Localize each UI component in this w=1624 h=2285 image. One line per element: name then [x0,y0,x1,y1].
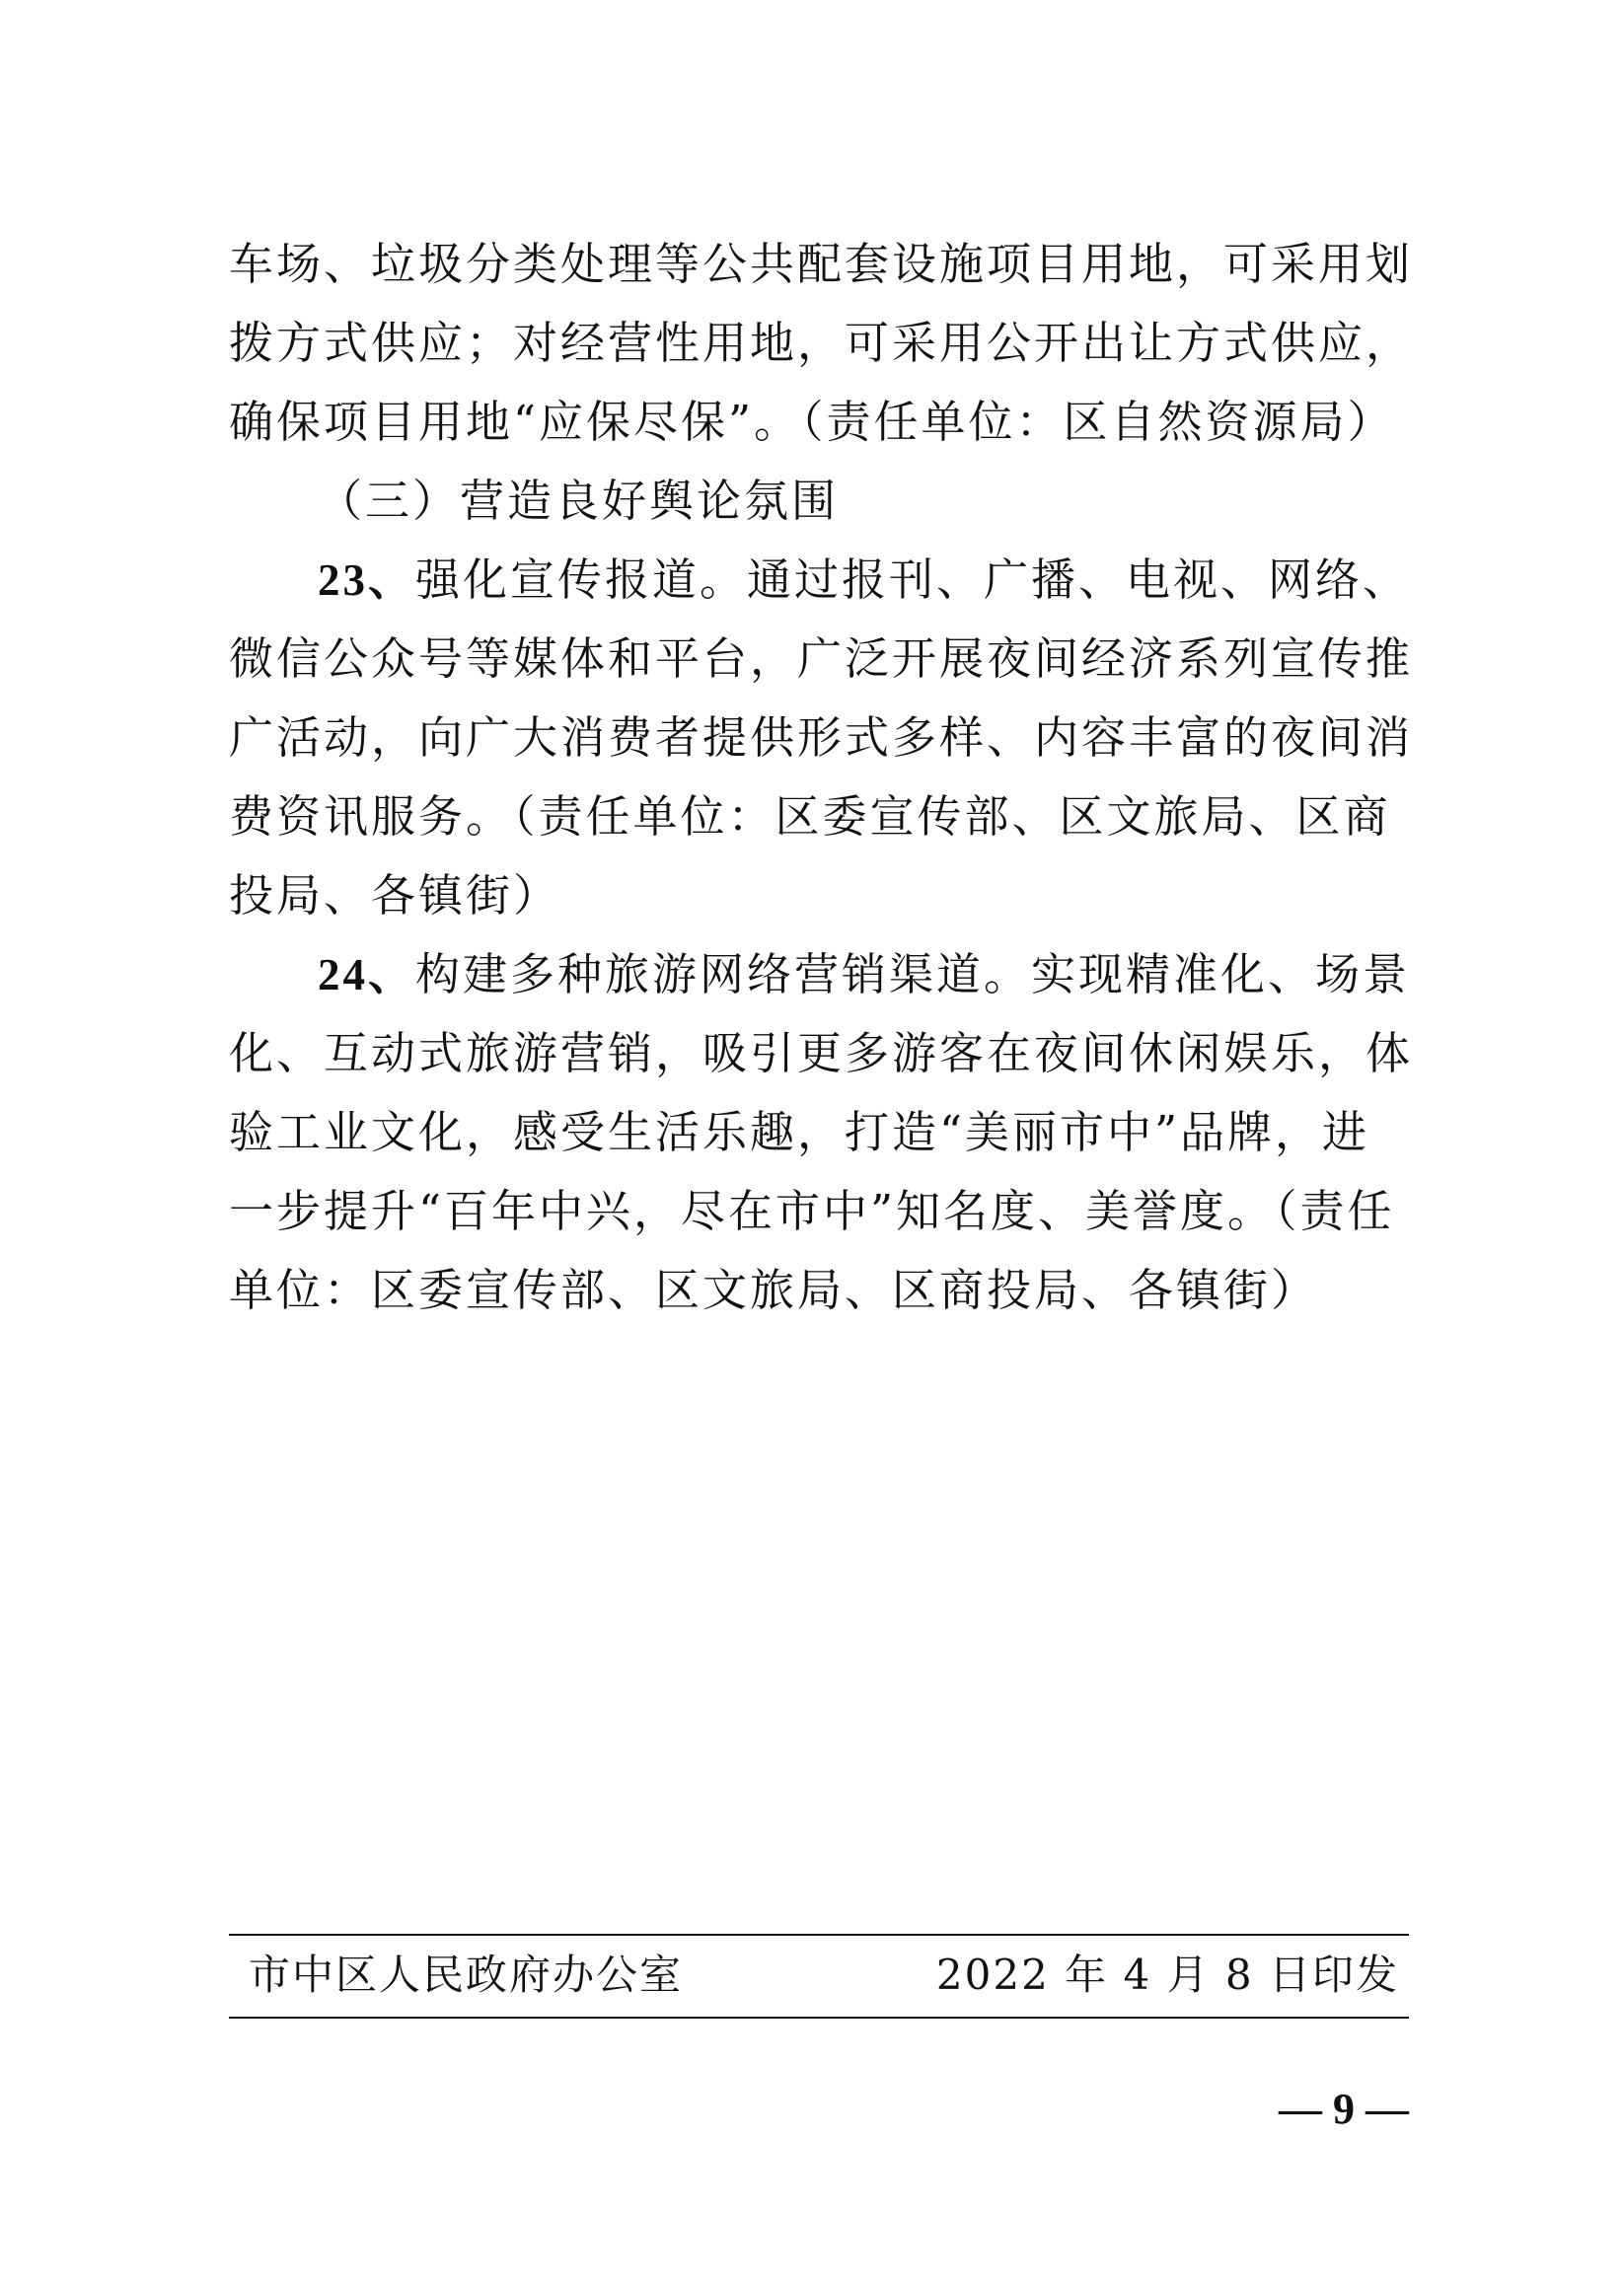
item-number-24: 24、 [318,950,416,999]
list-item-23 [229,541,1413,935]
footer-bottom-divider [229,2017,1409,2019]
footer-top-divider [229,1934,1409,1936]
page-number: — 9 — [1279,2085,1409,2133]
footer-issuer: 市中区人民政府办公室 [249,1951,684,1999]
document-body [229,225,1413,1330]
item-text-23: 强化宣传报道。通过报刊、广播、电视、网络、微信公众号等媒体和平台，广泛开展夜间经济系列宣传推广活动，向广大消费者提供形式多样、内容丰富的夜间消费资讯服务。（责任单位：区委宣传部、区文旅局、区商投局、各镇街） [229,553,1414,921]
section-heading-3: （三）营造良好舆论氛围 [318,475,840,527]
item-text-24: 构建多种旅游网络营销渠道。实现精准化、场景化、互动式旅游营销，吸引更多游客在夜间休闲娱乐，体验工业文化，感受生活乐趣，打造“美丽市中”品牌，进一步提升“百年中兴，尽在市中”知名度、美誉度。（责任单位：区委宣传部、区文旅局、区商投局、各镇街） [229,948,1414,1316]
paragraph-land-supply: 车场、垃圾分类处理等公共配套设施项目用地，可采用划拨方式供应；对经营性用地，可采用公开出让方式供应，确保项目用地“应保尽保”。（责任单位：区自然资源局） [229,238,1414,448]
footer-date: 2022 年 4 月 8 日印发 [935,1951,1399,1999]
list-item-24 [229,935,1413,1330]
item-number-23: 23、 [318,555,416,605]
